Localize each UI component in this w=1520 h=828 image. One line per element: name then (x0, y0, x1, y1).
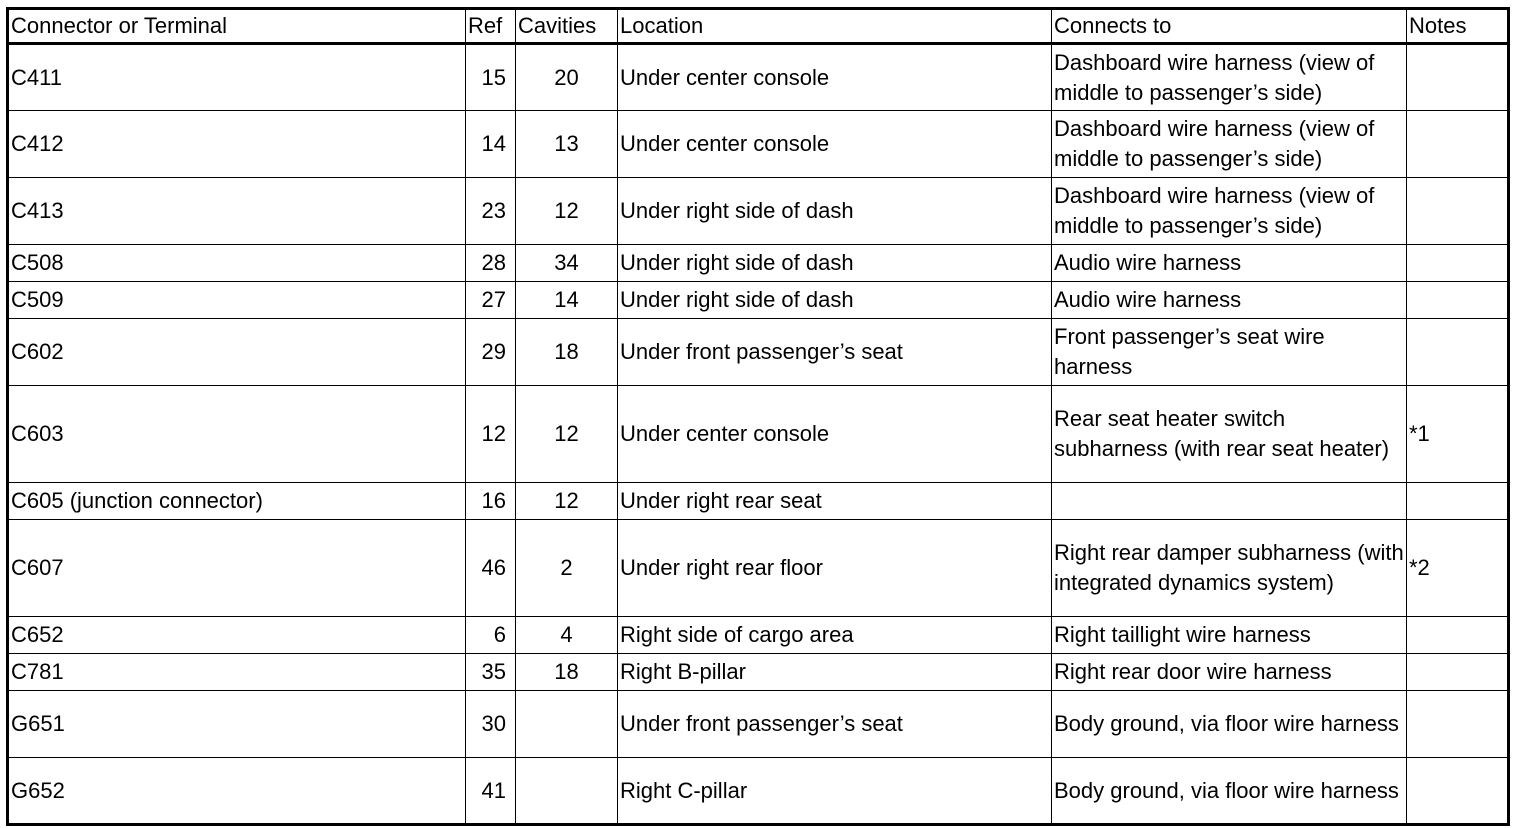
cell-ref: 41 (466, 758, 516, 825)
cell-location: Right C-pillar (618, 758, 1052, 825)
cell-connector: C605 (junction connector) (8, 483, 466, 520)
cell-connects-to: Right taillight wire harness (1052, 617, 1407, 654)
table-row (8, 44, 1509, 111)
cell-connector: C781 (8, 654, 466, 691)
cell-location: Under front passenger’s seat (618, 691, 1052, 758)
cell-connector: C508 (8, 245, 466, 282)
table-row (8, 758, 1509, 825)
cell-connects-to: Audio wire harness (1052, 282, 1407, 319)
table-header (8, 9, 1509, 44)
cell-notes (1407, 282, 1509, 319)
cell-notes: *1 (1407, 386, 1509, 483)
cell-notes (1407, 111, 1509, 178)
cell-connector: C602 (8, 319, 466, 386)
cell-location: Under center console (618, 111, 1052, 178)
cell-cavities: 18 (516, 654, 618, 691)
cell-notes (1407, 654, 1509, 691)
header-connector: Connector or Terminal (8, 9, 466, 44)
cell-ref: 15 (466, 44, 516, 111)
cell-connector: C413 (8, 178, 466, 245)
cell-ref: 12 (466, 386, 516, 483)
cell-notes (1407, 245, 1509, 282)
table-row (8, 245, 1509, 282)
table-body (8, 44, 1509, 825)
cell-connects-to: Dashboard wire harness (view of middle to passenger’s side) (1052, 44, 1407, 111)
header-connects-to: Connects to (1052, 9, 1407, 44)
cell-notes (1407, 617, 1509, 654)
cell-connects-to: Audio wire harness (1052, 245, 1407, 282)
table-row (8, 520, 1509, 617)
table-row (8, 691, 1509, 758)
cell-cavities: 12 (516, 386, 618, 483)
cell-cavities: 20 (516, 44, 618, 111)
header-notes: Notes (1407, 9, 1509, 44)
cell-connector: G651 (8, 691, 466, 758)
cell-location: Right side of cargo area (618, 617, 1052, 654)
cell-notes (1407, 691, 1509, 758)
header-cavities: Cavities (516, 9, 618, 44)
cell-location: Under right rear seat (618, 483, 1052, 520)
cell-ref: 35 (466, 654, 516, 691)
cell-location: Under right side of dash (618, 178, 1052, 245)
cell-connects-to: Front passenger’s seat wire harness (1052, 319, 1407, 386)
cell-ref: 6 (466, 617, 516, 654)
cell-notes: *2 (1407, 520, 1509, 617)
header-location: Location (618, 9, 1052, 44)
cell-notes (1407, 483, 1509, 520)
cell-connector: C652 (8, 617, 466, 654)
cell-connects-to: Dashboard wire harness (view of middle to passenger’s side) (1052, 111, 1407, 178)
cell-connector: C412 (8, 111, 466, 178)
cell-connects-to: Right rear door wire harness (1052, 654, 1407, 691)
cell-notes (1407, 319, 1509, 386)
cell-connects-to: Body ground, via floor wire harness (1052, 691, 1407, 758)
cell-cavities: 12 (516, 483, 618, 520)
cell-cavities (516, 691, 618, 758)
cell-connects-to: Rear seat heater switch subharness (with rear seat heater) (1052, 386, 1407, 483)
cell-notes (1407, 758, 1509, 825)
connector-table (6, 7, 1510, 826)
cell-connector: C603 (8, 386, 466, 483)
cell-cavities: 34 (516, 245, 618, 282)
cell-location: Under front passenger’s seat (618, 319, 1052, 386)
cell-ref: 28 (466, 245, 516, 282)
cell-ref: 30 (466, 691, 516, 758)
cell-location: Under center console (618, 386, 1052, 483)
cell-ref: 23 (466, 178, 516, 245)
cell-cavities: 18 (516, 319, 618, 386)
cell-cavities: 13 (516, 111, 618, 178)
header-ref: Ref (466, 9, 516, 44)
table-row (8, 483, 1509, 520)
table-row (8, 319, 1509, 386)
cell-connects-to (1052, 483, 1407, 520)
header-row (8, 9, 1509, 44)
table-row (8, 386, 1509, 483)
cell-location: Under right side of dash (618, 245, 1052, 282)
table-row (8, 282, 1509, 319)
cell-ref: 16 (466, 483, 516, 520)
cell-cavities: 2 (516, 520, 618, 617)
cell-location: Right B-pillar (618, 654, 1052, 691)
cell-connects-to: Dashboard wire harness (view of middle to passenger’s side) (1052, 178, 1407, 245)
table-row (8, 654, 1509, 691)
cell-location: Under right rear floor (618, 520, 1052, 617)
cell-notes (1407, 44, 1509, 111)
cell-cavities (516, 758, 618, 825)
table-row (8, 111, 1509, 178)
table-row (8, 617, 1509, 654)
cell-cavities: 4 (516, 617, 618, 654)
cell-ref: 46 (466, 520, 516, 617)
table-row (8, 178, 1509, 245)
cell-notes (1407, 178, 1509, 245)
cell-ref: 29 (466, 319, 516, 386)
cell-connector: G652 (8, 758, 466, 825)
cell-cavities: 14 (516, 282, 618, 319)
cell-connects-to: Body ground, via floor wire harness (1052, 758, 1407, 825)
cell-ref: 27 (466, 282, 516, 319)
cell-location: Under right side of dash (618, 282, 1052, 319)
cell-connects-to: Right rear damper subharness (with integrated dynamics system) (1052, 520, 1407, 617)
cell-connector: C411 (8, 44, 466, 111)
cell-connector: C607 (8, 520, 466, 617)
cell-connector: C509 (8, 282, 466, 319)
cell-cavities: 12 (516, 178, 618, 245)
cell-ref: 14 (466, 111, 516, 178)
cell-location: Under center console (618, 44, 1052, 111)
